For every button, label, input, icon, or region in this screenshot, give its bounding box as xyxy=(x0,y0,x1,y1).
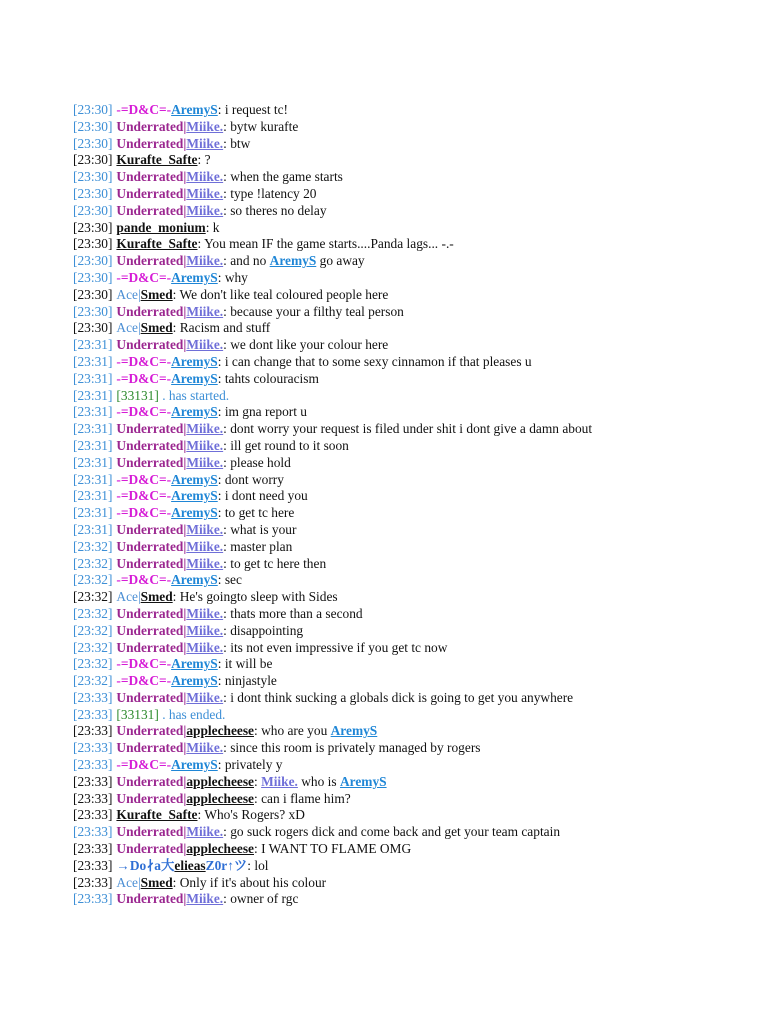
chat-line: [23:30] Underrated|Miike.: because your a filthy teal person xyxy=(73,303,404,319)
timestamp: [23:30] xyxy=(73,253,113,269)
timestamp: [23:30] xyxy=(73,102,113,117)
message-text: because your a filthy teal person xyxy=(230,303,404,319)
message-text: what is your xyxy=(230,521,297,537)
user-prefix: →Do∤a大 xyxy=(116,857,175,873)
message-text: ? xyxy=(204,152,211,168)
chat-line: [23:31] Underrated|Miike.: please hold xyxy=(73,454,291,470)
user-prefix: Underrated| xyxy=(116,555,187,571)
user-prefix: Underrated| xyxy=(116,723,187,739)
user-name[interactable]: Miike. xyxy=(186,689,224,705)
message-text: master plan xyxy=(230,538,293,554)
mention-name[interactable]: AremyS xyxy=(339,773,387,789)
timestamp: [23:32] xyxy=(73,589,113,605)
chat-line: [23:33] Underrated|Miike.: since this room is privately managed by rogers xyxy=(73,740,481,756)
user-name[interactable]: AremyS xyxy=(171,404,218,420)
user-name[interactable]: Miike. xyxy=(186,202,224,218)
timestamp: [23:32] xyxy=(73,555,113,571)
user-name[interactable]: Miike. xyxy=(186,135,224,151)
user-name[interactable]: Smed xyxy=(140,320,173,336)
chat-line: [23:31] -=D&C=-AremyS: to get tc here xyxy=(73,505,295,521)
user-name[interactable]: Miike. xyxy=(186,437,224,453)
chat-line: [23:30] Kurafte_Safte: ? xyxy=(73,152,211,168)
timestamp: [23:30] xyxy=(73,320,113,336)
timestamp: [23:33] xyxy=(73,706,113,722)
timestamp: [23:32] xyxy=(73,605,113,621)
timestamp: [23:30] xyxy=(73,135,113,151)
user-prefix: -=D&C=- xyxy=(116,673,172,689)
timestamp: [23:30] xyxy=(73,269,113,285)
user-prefix: Ace| xyxy=(116,589,141,605)
chat-line: [23:33] Ace|Smed: Only if it's about his colour xyxy=(73,874,327,890)
chat-line: [23:33] Kurafte_Safte: Who's Rogers? xD xyxy=(73,807,305,823)
message-text: i can change that to some sexy cinnamon if that pleases u xyxy=(224,353,532,369)
timestamp: [23:31] xyxy=(73,437,113,453)
user-name[interactable]: Smed xyxy=(140,589,173,605)
timestamp: [23:32] xyxy=(73,622,113,638)
user-name[interactable]: Smed xyxy=(140,874,173,890)
user-prefix: Underrated| xyxy=(116,790,187,806)
chat-line: [23:32] Underrated|Miike.: master plan xyxy=(73,538,293,554)
user-prefix: Underrated| xyxy=(116,253,187,269)
message-text: I WANT TO FLAME OMG xyxy=(261,841,412,857)
message-text: We don't like teal coloured people here xyxy=(179,286,389,302)
timestamp: [23:33] xyxy=(73,790,113,806)
message-text: go away xyxy=(319,253,365,269)
user-prefix: Underrated| xyxy=(116,538,187,554)
user-name[interactable]: AremyS xyxy=(171,488,218,504)
timestamp: [23:30] xyxy=(73,118,113,134)
user-name[interactable]: Miike. xyxy=(186,421,224,437)
user-prefix: -=D&C=- xyxy=(116,757,172,773)
user-prefix: -=D&C=- xyxy=(116,488,172,504)
message-text: since this room is privately managed by rogers xyxy=(230,740,481,756)
chat-line: [23:31] -=D&C=-AremyS: tahts colouracism xyxy=(73,370,319,386)
user-name[interactable]: AremyS xyxy=(171,757,218,773)
chat-line: [23:31] Underrated|Miike.: dont worry your request is filed under shit i dont give a damn about xyxy=(73,421,593,437)
message-text: ill get round to it soon xyxy=(230,437,349,453)
system-message: . has started. xyxy=(162,387,230,403)
user-name[interactable]: Kurafte_Safte xyxy=(116,807,198,823)
user-name[interactable]: applecheese xyxy=(186,841,254,857)
timestamp: [23:31] xyxy=(73,471,113,487)
system-id: [33131] xyxy=(116,706,159,722)
message-text: k xyxy=(212,219,220,235)
chat-line: [23:33] Underrated|applecheese: I WANT TO FLAME OMG xyxy=(73,841,412,857)
timestamp: [23:30] xyxy=(73,185,113,201)
user-name[interactable]: Miike. xyxy=(186,118,224,134)
message-text: He's goingto sleep with Sides xyxy=(179,589,338,605)
timestamp: [23:33] xyxy=(73,740,113,756)
chat-line xyxy=(73,707,763,724)
timestamp: [23:31] xyxy=(73,521,113,537)
user-prefix: Underrated| xyxy=(116,454,187,470)
timestamp: [23:33] xyxy=(73,757,113,773)
user-name[interactable]: Miike. xyxy=(186,605,224,621)
user-prefix: Ace| xyxy=(116,320,141,336)
chat-line: [23:33] Underrated|applecheese: who are you AremyS xyxy=(73,723,378,739)
timestamp: [23:31] xyxy=(73,505,113,521)
chat-line: [23:31] -=D&C=-AremyS: i can change that to some sexy cinnamon if that pleases u xyxy=(73,353,532,369)
message-text: disappointing xyxy=(230,622,304,638)
timestamp: [23:32] xyxy=(73,572,113,588)
timestamp: [23:33] xyxy=(73,689,113,705)
timestamp: [23:31] xyxy=(73,353,113,369)
message-text: ninjastyle xyxy=(224,673,277,689)
chat-line: [23:30] Underrated|Miike.: bytw kurafte xyxy=(73,118,299,134)
user-prefix: Underrated| xyxy=(116,337,187,353)
chat-line: [23:31] -=D&C=-AremyS: dont worry xyxy=(73,471,284,487)
timestamp: [23:30] xyxy=(73,303,113,319)
chat-line: [23:30] Underrated|Miike.: when the game starts xyxy=(73,169,343,185)
chat-line xyxy=(73,388,763,405)
timestamp: [23:31] xyxy=(73,387,113,403)
timestamp: [23:33] xyxy=(73,874,113,890)
timestamp: [23:33] xyxy=(73,824,113,840)
timestamp: [23:32] xyxy=(73,639,113,655)
chat-line: [23:30] Underrated|Miike.: btw xyxy=(73,135,251,151)
user-prefix: Ace| xyxy=(116,286,141,302)
user-name[interactable]: AremyS xyxy=(171,656,218,672)
user-prefix: Underrated| xyxy=(116,605,187,621)
message-text: bytw kurafte xyxy=(230,118,299,134)
mention-name[interactable]: AremyS xyxy=(330,723,378,739)
timestamp: [23:32] xyxy=(73,538,113,554)
message-text: when the game starts xyxy=(230,169,343,185)
user-name[interactable]: Miike. xyxy=(186,639,224,655)
chat-line: [23:30] Underrated|Miike.: type !latency 20 xyxy=(73,185,317,201)
chat-line: [23:32] -=D&C=-AremyS: it will be xyxy=(73,656,273,672)
chat-line: [23:32] -=D&C=-AremyS: sec xyxy=(73,572,242,588)
chat-line: [23:30] Kurafte_Safte: You mean IF the game starts....Panda lags... -.- xyxy=(73,236,454,252)
timestamp: [23:30] xyxy=(73,202,113,218)
user-suffix: Z0r↑ツ xyxy=(205,857,248,873)
user-name[interactable]: Miike. xyxy=(186,521,224,537)
user-prefix: Underrated| xyxy=(116,841,187,857)
user-prefix: -=D&C=- xyxy=(116,656,172,672)
message-text: its not even impressive if you get tc now xyxy=(230,639,448,655)
user-prefix: -=D&C=- xyxy=(116,353,172,369)
user-prefix: Underrated| xyxy=(116,437,187,453)
timestamp: [23:32] xyxy=(73,673,113,689)
message-text: im gna report u xyxy=(224,404,307,420)
message-text: we dont like your colour here xyxy=(230,337,389,353)
chat-line: [23:30] Ace|Smed: Racism and stuff xyxy=(73,320,271,336)
timestamp: [23:33] xyxy=(73,857,113,873)
user-name[interactable]: AremyS xyxy=(171,102,218,117)
user-name[interactable]: Miike. xyxy=(186,337,224,353)
message-text: owner of rgc xyxy=(230,891,299,907)
message-text: lol xyxy=(254,857,269,873)
user-prefix: Underrated| xyxy=(116,169,187,185)
chat-line: [23:31] Underrated|Miike.: we dont like your colour here xyxy=(73,337,389,353)
user-name[interactable]: Kurafte_Safte xyxy=(116,236,198,252)
user-name[interactable]: AremyS xyxy=(171,353,218,369)
chat-line: [23:30] -=D&C=-AremyS: i request tc! xyxy=(73,102,289,117)
chat-line: [23:30] Underrated|Miike.: so theres no delay xyxy=(73,202,327,218)
user-prefix: Underrated| xyxy=(116,421,187,437)
message-text: dont worry your request is filed under shit i dont give a damn about xyxy=(230,421,593,437)
user-name[interactable]: AremyS xyxy=(171,471,218,487)
user-name[interactable]: applecheese xyxy=(186,790,254,806)
user-prefix: Underrated| xyxy=(116,689,187,705)
timestamp: [23:33] xyxy=(73,891,113,907)
timestamp: [23:31] xyxy=(73,337,113,353)
message-text: sec xyxy=(224,572,242,588)
user-name[interactable]: applecheese xyxy=(186,773,254,789)
chat-line: [23:30] Underrated|Miike.: and no AremyS go away xyxy=(73,253,365,269)
message-text: go suck rogers dick and come back and get your team captain xyxy=(230,824,561,840)
message-text: btw xyxy=(230,135,251,151)
user-prefix: -=D&C=- xyxy=(116,269,172,285)
timestamp: [23:33] xyxy=(73,773,113,789)
message-text: i request tc! xyxy=(224,102,289,117)
user-prefix: Underrated| xyxy=(116,202,187,218)
user-prefix: Underrated| xyxy=(116,521,187,537)
message-text: Who's Rogers? xD xyxy=(204,807,305,823)
user-prefix: -=D&C=- xyxy=(116,102,172,117)
timestamp: [23:30] xyxy=(73,169,113,185)
timestamp: [23:33] xyxy=(73,723,113,739)
user-name[interactable]: AremyS xyxy=(171,370,218,386)
timestamp: [23:31] xyxy=(73,404,113,420)
mention-name[interactable]: AremyS xyxy=(269,253,317,269)
user-prefix: Ace| xyxy=(116,874,141,890)
user-prefix: -=D&C=- xyxy=(116,370,172,386)
user-name[interactable]: AremyS xyxy=(171,269,218,285)
user-prefix: -=D&C=- xyxy=(116,471,172,487)
user-name[interactable]: Kurafte_Safte xyxy=(116,152,198,168)
message-text: dont worry xyxy=(224,471,284,487)
user-prefix: Underrated| xyxy=(116,185,187,201)
message-text: who is xyxy=(301,773,337,789)
timestamp: [23:30] xyxy=(73,236,113,252)
user-prefix: Underrated| xyxy=(116,891,187,907)
user-prefix: -=D&C=- xyxy=(116,404,172,420)
message-text: You mean IF the game starts....Panda lags... -.- xyxy=(204,236,454,252)
user-prefix: Underrated| xyxy=(116,740,187,756)
chat-line: [23:32] Underrated|Miike.: disappointing xyxy=(73,622,304,638)
message-text: Racism and stuff xyxy=(179,320,271,336)
message-text: to get tc here xyxy=(224,505,295,521)
chat-line: [23:33] →Do∤a大elieasZ0r↑ツ: lol xyxy=(73,857,269,873)
message-text: it will be xyxy=(224,656,273,672)
user-name[interactable]: AremyS xyxy=(171,572,218,588)
chat-line: [23:31] Underrated|Miike.: what is your xyxy=(73,521,297,537)
mention-name[interactable]: Miike. xyxy=(261,773,298,789)
chat-line: [23:30] Ace|Smed: We don't like teal coloured people here xyxy=(73,286,389,302)
chat-line: [23:30] -=D&C=-AremyS: why xyxy=(73,269,248,285)
timestamp: [23:33] xyxy=(73,807,113,823)
chat-log xyxy=(73,102,763,908)
chat-line: [23:33] Underrated|applecheese: Miike. who is AremyS xyxy=(73,773,387,789)
chat-line: [23:33] Underrated|Miike.: go suck rogers dick and come back and get your team captain xyxy=(73,824,561,840)
user-name[interactable]: Miike. xyxy=(186,185,224,201)
user-name[interactable]: Miike. xyxy=(186,555,224,571)
user-name[interactable]: Miike. xyxy=(186,169,224,185)
user-name[interactable]: Miike. xyxy=(186,740,224,756)
message-text: and no xyxy=(230,253,267,269)
user-name[interactable]: pande_monium xyxy=(116,219,206,235)
user-name[interactable]: elieas xyxy=(174,857,206,873)
chat-line: [23:31] Underrated|Miike.: ill get round to it soon xyxy=(73,437,349,453)
user-name[interactable]: AremyS xyxy=(171,673,218,689)
chat-line: [23:31] -=D&C=-AremyS: i dont need you xyxy=(73,488,308,504)
chat-line: [23:33] Underrated|applecheese: can i flame him? xyxy=(73,790,351,806)
timestamp: [23:30] xyxy=(73,152,113,168)
message-text: who are you xyxy=(261,723,328,739)
system-id: [33131] xyxy=(116,387,159,403)
message-text: thats more than a second xyxy=(230,605,363,621)
chat-line: [23:33] Underrated|Miike.: owner of rgc xyxy=(73,891,299,907)
user-prefix: Underrated| xyxy=(116,622,187,638)
user-name[interactable]: Miike. xyxy=(186,538,224,554)
user-prefix: Underrated| xyxy=(116,639,187,655)
user-prefix: Underrated| xyxy=(116,135,187,151)
chat-line: [23:32] Underrated|Miike.: to get tc here then xyxy=(73,555,327,571)
message-text: Only if it's about his colour xyxy=(179,874,327,890)
message-text: i dont need you xyxy=(224,488,308,504)
chat-line: [23:30] pande_monium: k xyxy=(73,219,220,235)
message-text: i dont think sucking a globals dick is going to get you anywhere xyxy=(230,689,574,705)
timestamp: [23:30] xyxy=(73,286,113,302)
message-text: please hold xyxy=(230,454,291,470)
timestamp: [23:31] xyxy=(73,370,113,386)
timestamp: [23:31] xyxy=(73,488,113,504)
timestamp: [23:33] xyxy=(73,841,113,857)
user-name[interactable]: Miike. xyxy=(186,891,224,907)
message-text: can i flame him? xyxy=(261,790,351,806)
chat-line: [23:31] -=D&C=-AremyS: im gna report u xyxy=(73,404,307,420)
user-prefix: Underrated| xyxy=(116,773,187,789)
user-name[interactable]: Miike. xyxy=(186,253,224,269)
timestamp: [23:31] xyxy=(73,421,113,437)
user-name[interactable]: Miike. xyxy=(186,824,224,840)
timestamp: [23:32] xyxy=(73,656,113,672)
chat-line: [23:33] -=D&C=-AremyS: privately y xyxy=(73,757,283,773)
message-text: tahts colouracism xyxy=(224,370,319,386)
user-name[interactable]: AremyS xyxy=(171,505,218,521)
user-prefix: -=D&C=- xyxy=(116,572,172,588)
message-text: to get tc here then xyxy=(230,555,327,571)
system-message: . has ended. xyxy=(162,706,226,722)
user-prefix: Underrated| xyxy=(116,118,187,134)
message-text: privately y xyxy=(224,757,283,773)
user-name[interactable]: applecheese xyxy=(186,723,254,739)
user-name[interactable]: Miike. xyxy=(186,303,224,319)
message-text: type !latency 20 xyxy=(230,185,317,201)
timestamp: [23:31] xyxy=(73,454,113,470)
user-prefix: Underrated| xyxy=(116,824,187,840)
timestamp: [23:30] xyxy=(73,219,113,235)
user-name[interactable]: Smed xyxy=(140,286,173,302)
chat-line: [23:32] Underrated|Miike.: thats more than a second xyxy=(73,605,363,621)
chat-line: [23:32] Ace|Smed: He's goingto sleep with Sides xyxy=(73,589,338,605)
user-prefix: -=D&C=- xyxy=(116,505,172,521)
chat-line: [23:32] -=D&C=-AremyS: ninjastyle xyxy=(73,673,277,689)
message-text: so theres no delay xyxy=(230,202,327,218)
user-prefix: Underrated| xyxy=(116,303,187,319)
chat-line: [23:33] Underrated|Miike.: i dont think sucking a globals dick is going to get you anywhere xyxy=(73,689,574,705)
user-name[interactable]: Miike. xyxy=(186,454,224,470)
message-text: why xyxy=(224,269,248,285)
user-name[interactable]: Miike. xyxy=(186,622,224,638)
chat-line: [23:32] Underrated|Miike.: its not even impressive if you get tc now xyxy=(73,639,448,655)
